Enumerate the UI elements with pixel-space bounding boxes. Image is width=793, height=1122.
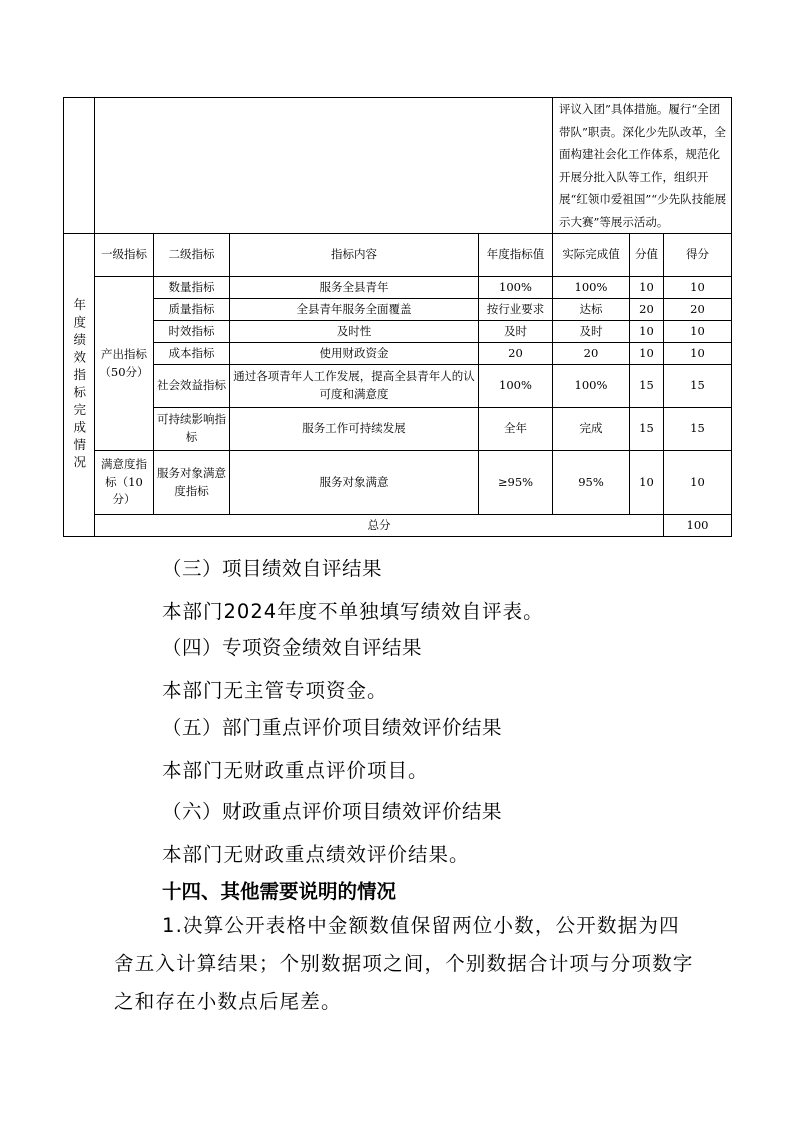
row-weight: 20 (630, 299, 664, 321)
group-output: 产出指标（50分） (95, 277, 154, 451)
row-annual: 按行业要求 (479, 299, 553, 321)
row-annual: 100% (479, 365, 553, 408)
row-weight: 10 (630, 321, 664, 343)
section-5-heading: （五）部门重点评价项目绩效评价结果 (162, 716, 503, 739)
table-row (64, 299, 732, 321)
row-annual: ≥95% (479, 451, 553, 515)
header-weight: 分值 (630, 234, 664, 277)
row-actual: 达标 (553, 299, 630, 321)
row-score: 15 (664, 365, 732, 408)
section-6-heading: （六）财政重点评价项目绩效评价结果 (162, 800, 503, 823)
row-annual: 20 (479, 343, 553, 365)
row-l2: 服务对象满意度指标 (154, 451, 230, 515)
row-l2: 质量指标 (154, 299, 230, 321)
row-score: 15 (664, 408, 732, 451)
row-content: 服务对象满意 (230, 451, 479, 515)
row-annual: 100% (479, 277, 553, 299)
section-6-text: 本部门无财政重点绩效评价结果。 (162, 843, 470, 866)
performance-table (63, 97, 732, 537)
row-content: 服务工作可持续发展 (230, 408, 479, 451)
top-left-cell (64, 98, 95, 234)
top-blank-cell (95, 98, 553, 234)
row-actual: 100% (553, 365, 630, 408)
section-4-text: 本部门无主管专项资金。 (162, 679, 388, 702)
table-row (64, 321, 732, 343)
row-content: 及时性 (230, 321, 479, 343)
section-3-text: 本部门2024年度不单独填写绩效自评表。 (162, 600, 544, 623)
header-score: 得分 (664, 234, 732, 277)
header-level2: 二级指标 (154, 234, 230, 277)
row-annual: 及时 (479, 321, 553, 343)
section-3-heading: （三）项目绩效自评结果 (162, 557, 383, 580)
row-actual: 完成 (553, 408, 630, 451)
main-heading: 十四、其他需要说明的情况 (162, 880, 397, 903)
measures-text-cell: 评议入团”具体措施。履行“全团带队”职责。深化少先队改革，全面构建社会化工作体系，规范化开展分批入队等工作，组织开展“红领巾爱祖国”“少先队技能展示大赛”等展示活动。 (553, 98, 732, 234)
row-score: 10 (664, 321, 732, 343)
row-score: 10 (664, 277, 732, 299)
row-l2: 时效指标 (154, 321, 230, 343)
header-annual: 年度指标值 (479, 234, 553, 277)
row-score: 10 (664, 343, 732, 365)
row-l2: 社会效益指标 (154, 365, 230, 408)
row-actual: 95% (553, 451, 630, 515)
row-weight: 10 (630, 277, 664, 299)
table-row (64, 451, 732, 515)
section-label: 年度绩效指标完成情况 (64, 234, 95, 537)
total-label: 总分 (95, 515, 664, 537)
row-l2: 可持续影响指标 (154, 408, 230, 451)
row-weight: 15 (630, 408, 664, 451)
note-paragraph: 1.决算公开表格中金额数值保留两位小数，公开数据为四舍五入计算结果；个别数据项之间，个别数据合计项与分项数字之和存在小数点后尾差。 (114, 914, 694, 1013)
row-l2: 成本指标 (154, 343, 230, 365)
row-annual: 全年 (479, 408, 553, 451)
total-weight: 100 (664, 515, 732, 537)
row-actual: 20 (553, 343, 630, 365)
section-4-heading: （四）专项资金绩效自评结果 (162, 636, 423, 659)
row-weight: 10 (630, 451, 664, 515)
header-content: 指标内容 (230, 234, 479, 277)
row-score: 10 (664, 451, 732, 515)
row-actual: 及时 (553, 321, 630, 343)
header-actual: 实际完成值 (553, 234, 630, 277)
group-satisfaction: 满意度指标（10分） (95, 451, 154, 515)
table-row (64, 408, 732, 451)
row-l2: 数量指标 (154, 277, 230, 299)
row-score: 20 (664, 299, 732, 321)
header-level1: 一级指标 (95, 234, 154, 277)
table-row (64, 277, 732, 299)
total-row (64, 515, 732, 537)
row-content: 使用财政资金 (230, 343, 479, 365)
row-content: 全县青年服务全面覆盖 (230, 299, 479, 321)
row-content: 通过各项青年人工作发展，提高全县青年人的认可度和满意度 (230, 365, 479, 408)
row-weight: 15 (630, 365, 664, 408)
section-5-text: 本部门无财政重点评价项目。 (162, 759, 429, 782)
row-content: 服务全县青年 (230, 277, 479, 299)
table-row (64, 343, 732, 365)
table-row (64, 365, 732, 408)
row-actual: 100% (553, 277, 630, 299)
row-weight: 10 (630, 343, 664, 365)
